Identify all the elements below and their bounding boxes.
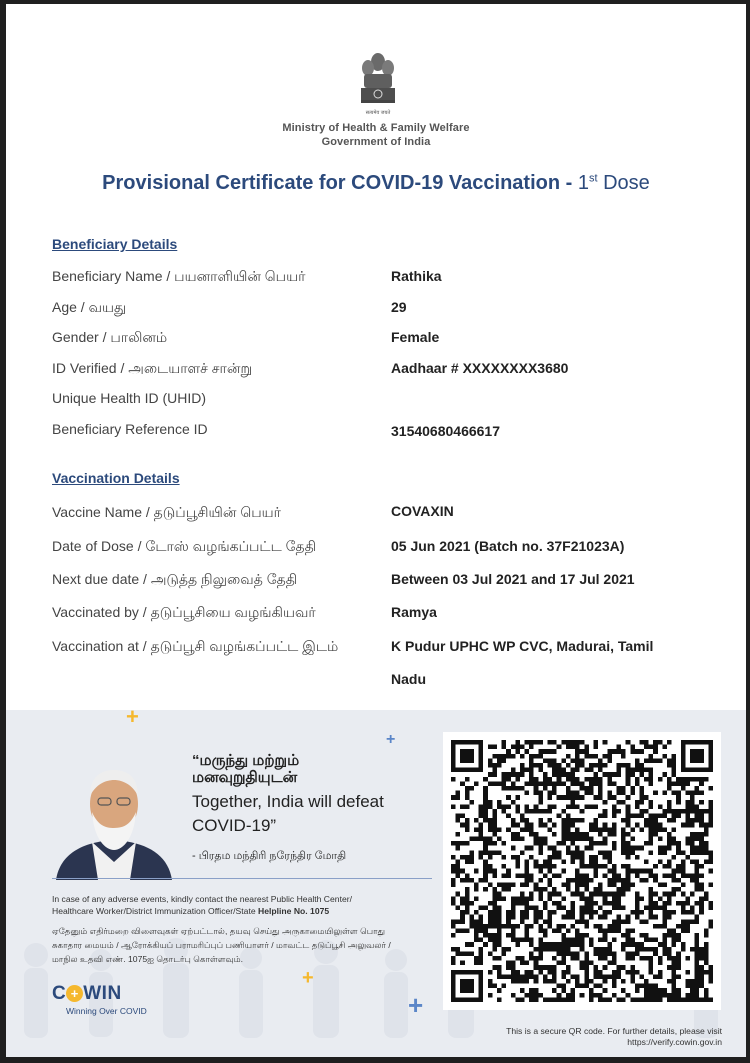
row-value: Nadu	[391, 671, 426, 687]
row-label: Vaccination at / தடுப்பூசி வழங்கப்பட்ட இடம்	[52, 638, 339, 654]
date-of-dose-row	[52, 538, 712, 560]
dose-word: Dose	[603, 172, 650, 194]
quote-english-line: COVID-19”	[192, 816, 277, 835]
cowin-logo	[52, 983, 122, 1005]
vaccinated-by-row	[52, 604, 712, 626]
row-label: Vaccine Name / தடுப்பூசியின் பெயர்	[52, 504, 281, 520]
title-dose	[578, 172, 650, 194]
row-value: Aadhaar # XXXXXXXX3680	[391, 360, 569, 376]
title-main: Provisional Certificate for COVID-19 Vaccination -	[102, 172, 578, 194]
qr-modules	[451, 740, 713, 1002]
row-label: Beneficiary Reference ID	[52, 421, 208, 437]
row-value: 31540680466617	[391, 423, 501, 439]
row-value: COVAXIN	[391, 503, 454, 519]
row-value: 05 Jun 2021 (Batch no. 37F21023A)	[391, 538, 625, 554]
certificate-title	[6, 172, 746, 195]
row-value: Between 03 Jul 2021 and 17 Jul 2021	[391, 571, 635, 587]
dose-number: 1	[577, 172, 589, 194]
row-label: Next due date / அடுத்த நிலுவைத் தேதி	[52, 571, 298, 587]
cowin-logo-rest: WIN	[83, 983, 122, 1004]
quote-english	[192, 790, 422, 838]
vaccination-at-row-cont	[52, 671, 712, 693]
row-label: Unique Health ID (UHID)	[52, 390, 207, 406]
age-row	[52, 299, 712, 321]
plus-decoration-icon: +	[386, 731, 396, 748]
id-verified-row	[52, 360, 712, 382]
help-line	[52, 905, 432, 917]
dose-suffix: st	[588, 172, 598, 185]
prime-minister-photo	[52, 762, 176, 880]
help-line: In case of any adverse events, kindly contact the nearest Public Health Center/	[52, 894, 352, 904]
row-label: ID Verified / அடையாளச் சான்று	[52, 360, 253, 376]
vaccine-name-row	[52, 504, 712, 526]
plus-decoration-icon: +	[408, 990, 424, 1020]
divider	[52, 878, 432, 879]
row-value: K Pudur UPHC WP CVC, Madurai, Tamil	[391, 638, 654, 654]
national-emblem-icon	[356, 46, 400, 118]
gender-row	[52, 329, 712, 351]
qr-finder-pattern	[460, 749, 474, 763]
row-value: Rathika	[391, 268, 442, 284]
row-label: Gender / பாலினம்	[52, 329, 168, 345]
plus-decoration-icon: +	[302, 967, 314, 989]
qr-code	[443, 732, 721, 1010]
quote-tamil-line: “மருந்து மற்றும்	[192, 752, 300, 769]
vaccination-at-row	[52, 638, 712, 660]
cowin-plus-icon: +	[66, 985, 83, 1002]
quote-tamil	[192, 752, 422, 786]
cowin-logo-c: C	[52, 983, 67, 1004]
qr-note	[416, 1026, 722, 1048]
beneficiary-heading: Beneficiary Details	[52, 236, 178, 252]
qr-note-line: This is a secure QR code. For further details, please visit	[506, 1026, 722, 1036]
row-label: Beneficiary Name / பயனாளியின் பெயர்	[52, 268, 306, 284]
qr-code-icon	[451, 740, 713, 1002]
footer-band	[6, 710, 746, 1057]
help-line-part: Healthcare Worker/District Immunization Officer/State	[52, 906, 258, 916]
row-value: 29	[391, 299, 407, 315]
helpline-text-english	[52, 893, 432, 917]
ministry-name: Ministry of Health & Family Welfare	[282, 122, 470, 134]
help-line: ஏதேனும் எதிர்மறை விளைவுகள் ஏற்பட்டால், தயவு செய்து அருகாமையிலுள்ள பொது	[52, 926, 386, 936]
qr-finder-pattern	[460, 979, 474, 993]
vaccination-heading: Vaccination Details	[52, 470, 180, 486]
helpline-text-tamil	[52, 924, 432, 966]
quote-english-line: Together, India will defeat	[192, 792, 384, 811]
emblem-motto: सत्यमेव जयते	[365, 110, 391, 116]
help-line: மாநில உதவி எண். 1075ஐ தொடர்பு கொள்ளவும்.	[52, 954, 244, 964]
row-value: Female	[391, 329, 440, 345]
qr-finder-pattern	[690, 749, 704, 763]
help-line: சுகாதார மையம் / ஆரோக்கியப் பராமரிப்புப் பணியாளர் / மாவட்ட தடுப்பூசி அலுவலர் /	[52, 940, 391, 950]
beneficiary-name-row	[52, 268, 712, 290]
plus-decoration-icon: +	[126, 710, 139, 729]
government-name: Government of India	[321, 136, 431, 148]
row-value: Ramya	[391, 604, 437, 620]
uhid-row	[52, 390, 712, 412]
next-due-row	[52, 571, 712, 593]
quote-tamil-line: மனவுறுதியுடன்	[192, 769, 298, 786]
verify-url: https://verify.cowin.gov.in	[627, 1037, 722, 1047]
certificate-page	[6, 4, 746, 1057]
helpline-number: Helpline No. 1075	[258, 906, 330, 916]
row-label: Vaccinated by / தடுப்பூசியை வழங்கியவர்	[52, 604, 316, 620]
row-label: Age / வயது	[52, 299, 127, 315]
cowin-tagline: Winning Over COVID	[66, 1006, 147, 1016]
reference-id-row	[52, 421, 712, 443]
quote-attribution: - பிரதம மந்திரி நரேந்திர மோதி	[192, 850, 347, 862]
row-label: Date of Dose / டோஸ் வழங்கப்பட்ட தேதி	[52, 538, 317, 554]
